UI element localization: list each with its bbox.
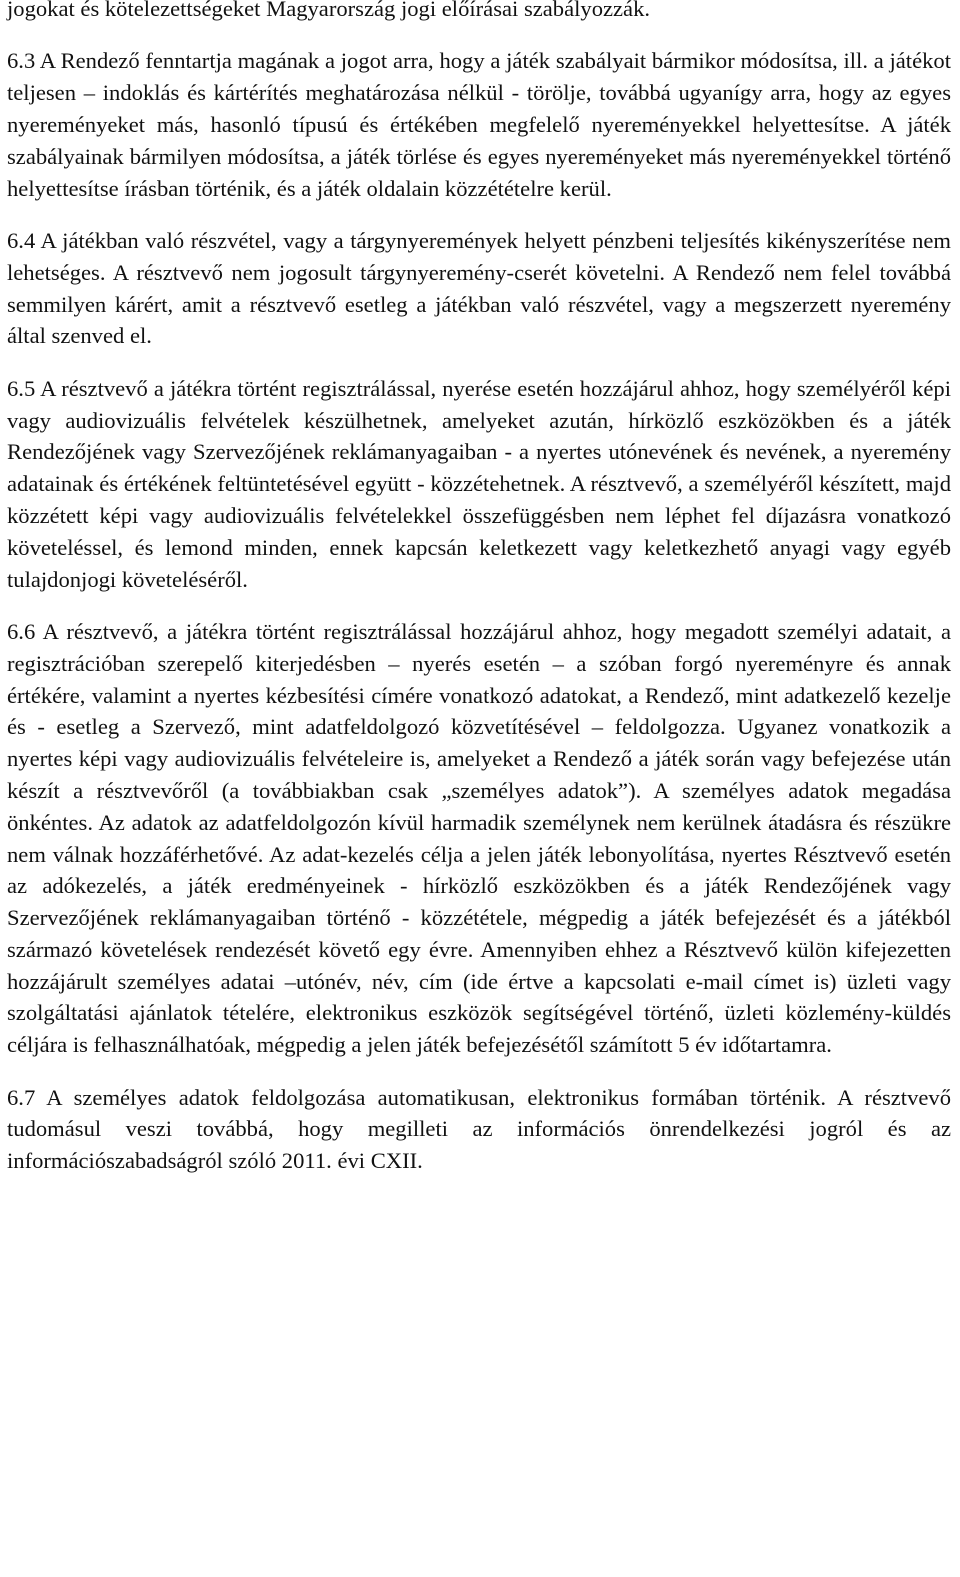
paragraph-6-4: 6.4 A játékban való részvétel, vagy a tárgynyeremények helyett pénzbeni teljesítés kikényszerítése nem lehetséges. A résztvevő nem jogosult tárgynyeremény-cserét követelni. A Rendező nem felel továbbá semmilyen kárért, amit a résztvevő esetleg a játékban való részvétel, vagy a megszerzett nyeremény által szenved el. (7, 227, 951, 349)
paragraph-6-7: 6.7 A személyes adatok feldolgozása automatikusan, elektronikus formában történik. A résztvevő tudomásul veszi továbbá, hogy megilleti az információs önrendelkezési jogról és az információszabadságról szóló 2011. évi CXII. (7, 1084, 951, 1174)
paragraph-continued-6-2: jogokat és kötelezettségeket Magyarország jogi előírásai szabályozzák. (7, 0, 651, 21)
paragraph-6-6: 6.6 A résztvevő, a játékra történt regisztrálással hozzájárul ahhoz, hogy megadott személyi adatait, a regisztrációban szerepelő kiterjedésben – nyerés esetén – a szóban forgó nyereményre és annak értékére, valamint a nyertes kézbesítési címére vonatkozó adatokat, a Rendező, mint adatkezelő kezelje és - esetleg a Szervező, mint adatfeldolgozó közvetítésével – feldolgozza. Ugyanez vonatkozik a nyertes képi vagy audiovizuális felvételeire is, amelyeket a Rendező a játék során vagy befejezése után készít a résztvevőről (a továbbiakban csak „személyes adatok”). A személyes adatok megadása önkéntes. Az adatok az adatfeldolgozón kívül harmadik személynek nem kerülnek átadásra és részükre nem válnak hozzáférhetővé. Az adat-kezelés célja a jelen játék lebonyolítása, nyertes Résztvevő esetén az adókezelés, a játék eredményeinek - hírközlő eszközökben és a játék Rendezőjének vagy Szervezőjének reklámanyagaiban történő - közzététele, mégpedig a játék befejezését és a játékból származó követelések rendezését követő egy évre. Amennyiben ehhez a Résztvevő külön kifejezetten hozzájárult személyes adatai –utónév, név, cím (ide értve a kapcsolati e-mail címet is) üzleti vagy szolgáltatási ajánlatok tételére, elektronikus eszközök segítségével történő, üzleti közlemény-küldés céljára is felhasználhatóak, mégpedig a jelen játék befejezésétől számított 5 év időtartamra. (7, 618, 951, 1058)
document-page (7, 0, 951, 1198)
paragraph-6-3: 6.3 A Rendező fenntartja magának a jogot arra, hogy a játék szabályait bármikor módosítsa, ill. a játékot teljesen – indoklás és kártérítés meghatározása nélkül - törölje, továbbá ugyanígy arra, hogy az egyes nyereményeket más, hasonló típusú és értékében megfelelő nyereményekkel helyettesítse. A játék szabályainak bármilyen módosítsa, a játék törlése és egyes nyereményeket más nyereményekkel történő helyettesítse írásban történik, és a játék oldalain közzétételre kerül. (7, 48, 951, 201)
paragraph-6-5: 6.5 A résztvevő a játékra történt regisztrálással, nyerése esetén hozzájárul ahhoz, hogy személyéről képi vagy audiovizuális felvételek készülhetnek, amelyeket azután, hírközlő eszközökben és a játék Rendezőjének vagy Szervezőjének reklámanyagaiban - a nyertes utónevének és nevének, a nyeremény adatainak és értékének feltüntetésével együtt - közzétehetnek. A résztvevő, a személyéről készített, majd közzétett képi vagy audiovizuális felvételekkel összefüggésben nem léphet fel díjazásra vonatkozó követeléssel, és lemond minden, ennek kapcsán keletkezett vagy keletkezhető anyagi vagy egyéb tulajdonjogi követeléséről. (7, 375, 951, 592)
